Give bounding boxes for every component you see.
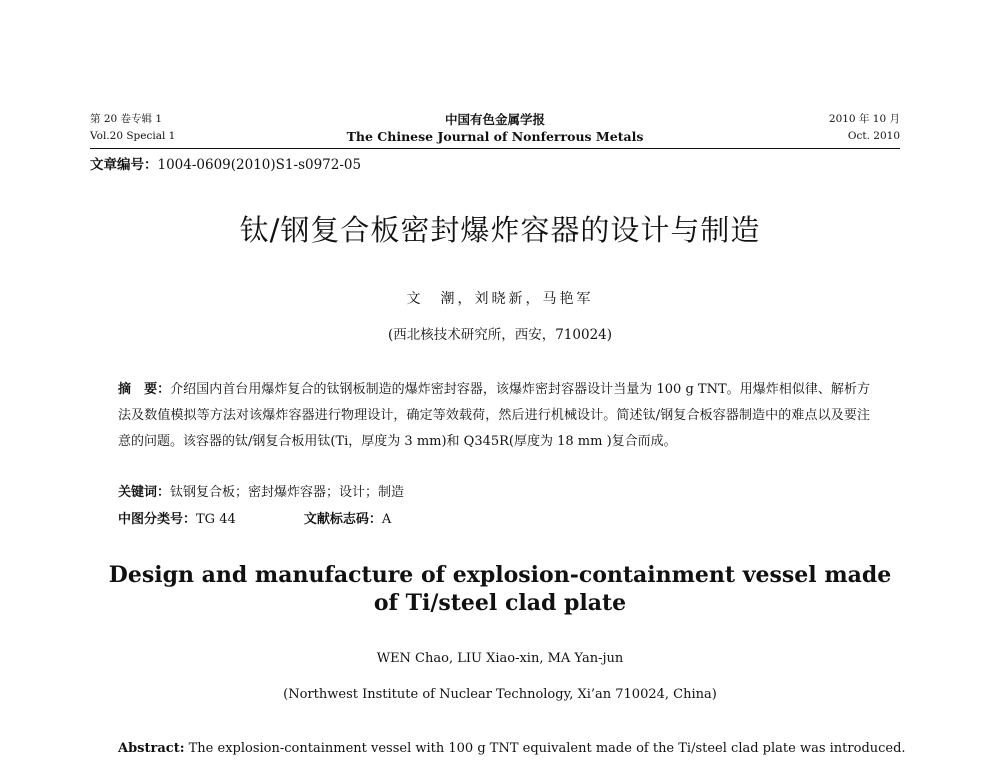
keywords-text: 钛钢复合板；密封爆炸容器；设计；制造 [170,485,405,500]
title-english-line-2: of Ti/steel clad plate [373,590,627,616]
authors-chinese: 文 潮，刘晓新，马艳军 [406,291,594,307]
header-date-en: Oct. 2010 [847,130,900,142]
affiliation-english: (Northwest Institute of Nuclear Technology, Xi’an 710024, China) [283,687,717,702]
title-english [0,561,1000,617]
authors-english: WEN Chao, LIU Xiao-xin, MA Yan-jun [376,651,624,666]
abstract-english [118,741,918,756]
header-date-cn: 2010 年 10 月 [828,113,900,125]
header-volume-cn: 第 20 卷专辑 1 [90,113,163,125]
running-header [90,111,900,151]
affiliation-chinese: (西北核技术研究所，西安，710024) [387,327,613,343]
title-chinese: 钛/钢复合板密封爆炸容器的设计与制造 [239,213,761,247]
article-number-label: 文章编号： [90,157,158,173]
abstract-chinese-label: 摘 要： [118,382,171,397]
title-english-line-1: Design and manufacture of explosion-containment vessel made [108,562,892,588]
document-code-label: 文献标志码： [303,512,382,527]
header-date [829,111,900,145]
header-journal-cn: 中国有色金属学报 [444,112,545,127]
document-code [304,512,391,527]
classification-value: TG 44 [196,512,236,527]
document-code-value: A [381,512,392,527]
article-number-value: 1004-0609(2010)S1-s0972-05 [157,157,362,173]
keywords [118,481,404,500]
header-journal-en: The Chinese Journal of Nonferrous Metals [346,129,644,144]
article-number [90,153,361,173]
keywords-label: 关键词： [118,485,171,500]
header-volume-en: Vol.20 Special 1 [90,130,176,142]
abstract-chinese [118,377,870,455]
abstract-chinese-text: 介绍国内首台用爆炸复合的钛钢板制造的爆炸密封容器，该爆炸密封容器设计当量为 100 g TNT。用爆炸相似律、解析方法及数值模拟等方法对该爆炸容器进行物理设计，确定等效载荷，然后进行机械设计。简述钛/钢复合板容器制造中的难点以及要注意的问题。该容器的钛/钢复合板用钛(Ti，厚度为 3 mm)和 Q345R(厚度为 18 mm )复合而成。 [118,382,870,449]
abstract-english-label: Abstract: [118,741,185,756]
header-journal [90,111,900,145]
abstract-english-text: The explosion-containment vessel with 100 g TNT equivalent made of the Ti/steel clad plate was introduced. [188,741,906,756]
classification-label: 中图分类号： [118,512,197,527]
classification [118,508,391,527]
header-rule [90,148,900,149]
